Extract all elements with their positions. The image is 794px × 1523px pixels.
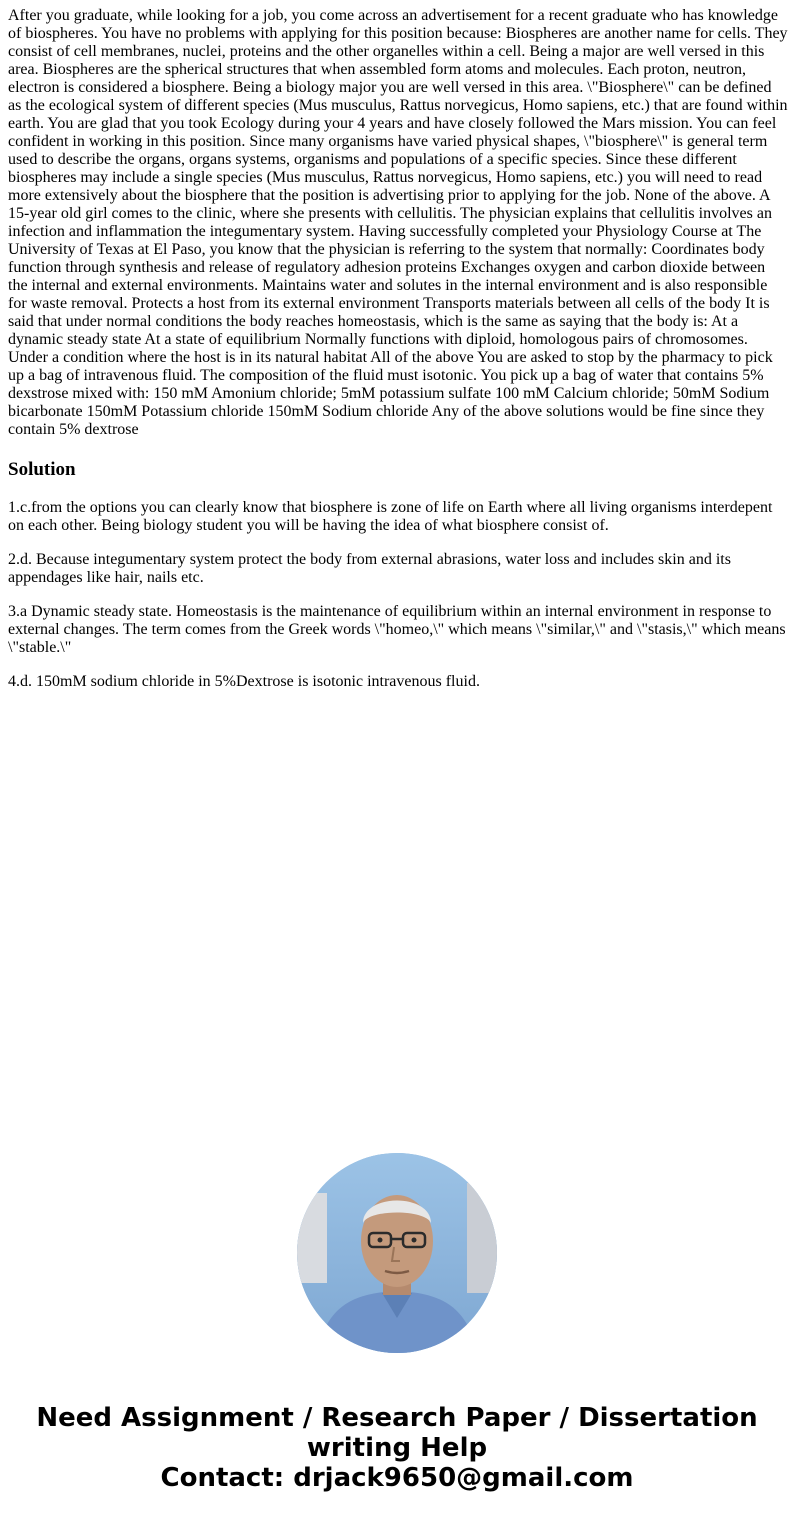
answer-1: 1.c.from the options you can clearly know that biosphere is zone of life on Earth where all living organisms interdepent on each other. Being biology student you will be having the idea of what biosphere consist of. [8, 499, 773, 534]
solution-heading: Solution [8, 459, 76, 480]
document-body [8, 7, 788, 691]
answer-3: 3.a Dynamic steady state. Homeostasis is the maintenance of equilibrium within an internal environment in response to external changes. The term comes from the Greek words \"homeo,\" which means \"similar,\" and \"stasis,\" which means \"stable.\" [8, 603, 786, 656]
question-text: After you graduate, while looking for a job, you come across an advertisement for a recent graduate who has knowledge of biospheres. You have no problems with applying for this position because: Biospheres are another name for cells. They consist of cell membranes, nuclei, proteins and the other organelles within a cell. Being a major are well versed in this area. Biospheres are the spherical structures that when assembled form atoms and molecules. Each proton, neutron, electron is considered a biosphere. Being a biology major you are well versed in this area. \"Biosphere\" can be defined as the ecological system of different species (Mus musculus, Rattus norvegicus, Homo sapiens, etc.) that are found within earth. You are glad that you took Ecology during your 4 years and have closely followed the Mars mission. You can feel confident in working in this position. Since many organisms have varied physical shapes, \"biosphere\" is general term used to describe the organs, organs systems, organisms and populations of a specific species. Since these different biospheres may include a single species (Mus musculus, Rattus norvegicus, Homo sapiens, etc.) you will need to read more extensively about the biosphere that the position is advertising prior to applying for the job. None of the above. A 15-year old girl comes to the clinic, where she presents with cellulitis. The physician explains that cellulitis involves an infection and inflammation the integumentary system. Having successfully completed your Physiology Course at The University of Texas at El Paso, you know that the physician is referring to the system that normally: Coordinates body function through synthesis and release of regulatory adhesion proteins Exchanges oxygen and carbon dioxide between the internal and external environments. Maintains water and solutes in the internal environment and is also responsible for waste removal. Protects a host from its external environment Transports materials between all cells of the body It is said that under normal conditions the body reaches homeostasis, which is the same as saying that the body is: At a dynamic steady state At a state of equilibrium Normally functions with diploid, homologous pairs of chromosomes. Under a condition where the host is in its natural habitat All of the above You are asked to stop by the pharmacy to pick up a bag of intravenous fluid. The composition of the fluid must isotonic. You pick up a bag of water that contains 5% dexstrose mixed with: 150 mM Amonium chloride; 5mM potassium sulfate 100 mM Calcium chloride; 50mM Sodium bicarbonate 150mM Potassium chloride 150mM Sodium chloride Any of the above solutions would be fine since they contain 5% dextrose [8, 7, 788, 438]
answer-2: 2.d. Because integumentary system protect the body from external abrasions, water loss and includes skin and its appendages like hair, nails etc. [8, 551, 731, 586]
promo-line-contact: Contact: drjack9650@gmail.com [160, 1463, 634, 1493]
promo-banner [0, 1403, 794, 1493]
answer-4: 4.d. 150mM sodium chloride in 5%Dextrose is isotonic intravenous fluid. [8, 673, 480, 690]
person-portrait-icon [297, 1153, 497, 1353]
author-avatar [297, 1153, 497, 1353]
promo-line-help: Need Assignment / Research Paper / Dissertation writing Help [36, 1403, 758, 1463]
